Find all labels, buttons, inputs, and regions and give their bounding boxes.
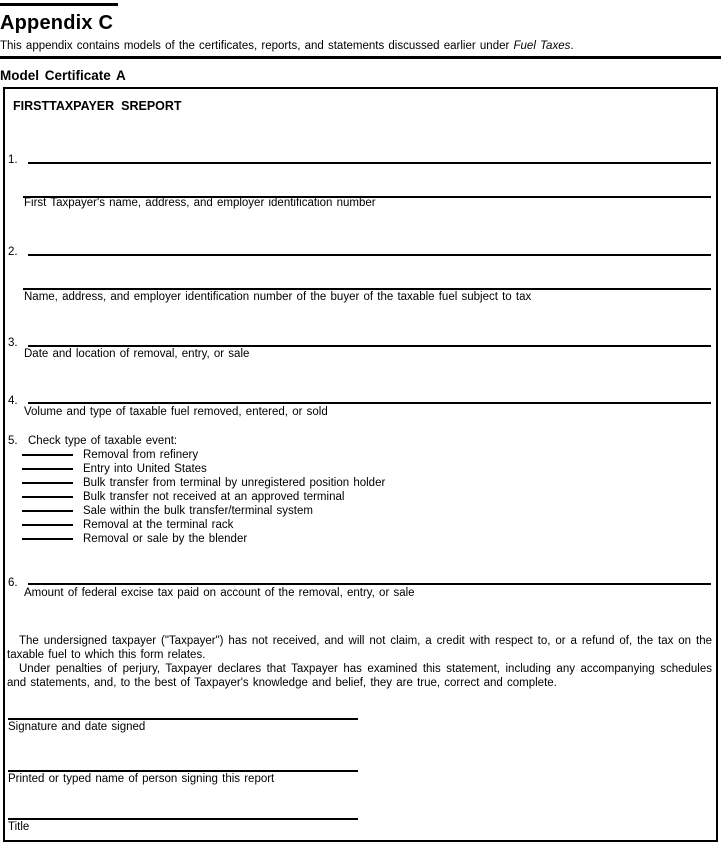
intro-suffix: . xyxy=(570,40,574,52)
signature-fill-line xyxy=(8,718,358,720)
printed-name-label: Printed or typed name of person signing this report xyxy=(8,773,275,785)
item-2-fill-line-2 xyxy=(23,288,711,290)
title-label: Title xyxy=(8,821,30,833)
intro-prefix: This appendix contains models of the certificates, reports, and statements discussed earlier under xyxy=(0,40,514,52)
top-rule xyxy=(0,3,118,6)
section-title: Model Certificate A xyxy=(0,68,126,83)
option-5-label: Sale within the bulk transfer/terminal system xyxy=(83,505,313,517)
item-2-label: Name, address, and employer identification number of the buyer of the taxable fuel subject to tax xyxy=(24,291,532,303)
item-6-fill-line xyxy=(28,583,711,585)
item-3-fill-line xyxy=(28,345,711,347)
item-2-fill-line xyxy=(28,254,711,256)
item-5-number: 5. xyxy=(8,435,18,447)
declaration-paragraph-2: Under penalties of perjury, Taxpayer declares that Taxpayer has examined this statement, including any accompanying schedules and statements, and, to the best of Taxpayer's knowledge and belief, they are true, correct and complete. xyxy=(7,663,712,689)
option-4-label: Bulk transfer not received at an approved terminal xyxy=(83,491,345,503)
option-3-fill-line xyxy=(22,482,73,484)
item-4-number: 4. xyxy=(8,395,18,407)
option-7-label: Removal or sale by the blender xyxy=(83,533,248,545)
title-fill-line xyxy=(8,818,358,820)
intro-italic-phrase: Fuel Taxes xyxy=(513,40,571,52)
section-rule xyxy=(0,56,721,59)
option-2-fill-line xyxy=(22,468,73,470)
page-title: Appendix C xyxy=(0,12,114,34)
item-5-label: Check type of taxable event: xyxy=(28,435,178,447)
option-6-fill-line xyxy=(22,524,73,526)
form-box xyxy=(3,87,718,842)
form-title: FIRSTTAXPAYER SREPORT xyxy=(13,99,182,113)
item-4-label: Volume and type of taxable fuel removed, entered, or sold xyxy=(24,406,328,418)
intro-text xyxy=(0,39,721,53)
item-6-label: Amount of federal excise tax paid on account of the removal, entry, or sale xyxy=(24,587,415,599)
item-1-number: 1. xyxy=(8,154,18,166)
item-1-fill-line xyxy=(28,162,711,164)
option-2-label: Entry into United States xyxy=(83,463,207,475)
declaration-paragraph-1: The undersigned taxpayer ("Taxpayer") has not received, and will not claim, a credit with respect to, or a refund of, the tax on the taxable fuel to which this form relates. xyxy=(7,635,712,661)
item-1-label: First Taxpayer's name, address, and employer identification number xyxy=(24,197,376,209)
option-6-label: Removal at the terminal rack xyxy=(83,519,234,531)
option-1-fill-line xyxy=(22,454,73,456)
item-3-label: Date and location of removal, entry, or sale xyxy=(24,348,250,360)
signature-label: Signature and date signed xyxy=(8,721,146,733)
option-3-label: Bulk transfer from terminal by unregistered position holder xyxy=(83,477,386,489)
item-6-number: 6. xyxy=(8,577,18,589)
printed-name-fill-line xyxy=(8,770,358,772)
option-5-fill-line xyxy=(22,510,73,512)
option-1-label: Removal from refinery xyxy=(83,449,199,461)
option-7-fill-line xyxy=(22,538,73,540)
option-4-fill-line xyxy=(22,496,73,498)
item-3-number: 3. xyxy=(8,337,18,349)
item-4-fill-line xyxy=(28,402,711,404)
item-2-number: 2. xyxy=(8,246,18,258)
